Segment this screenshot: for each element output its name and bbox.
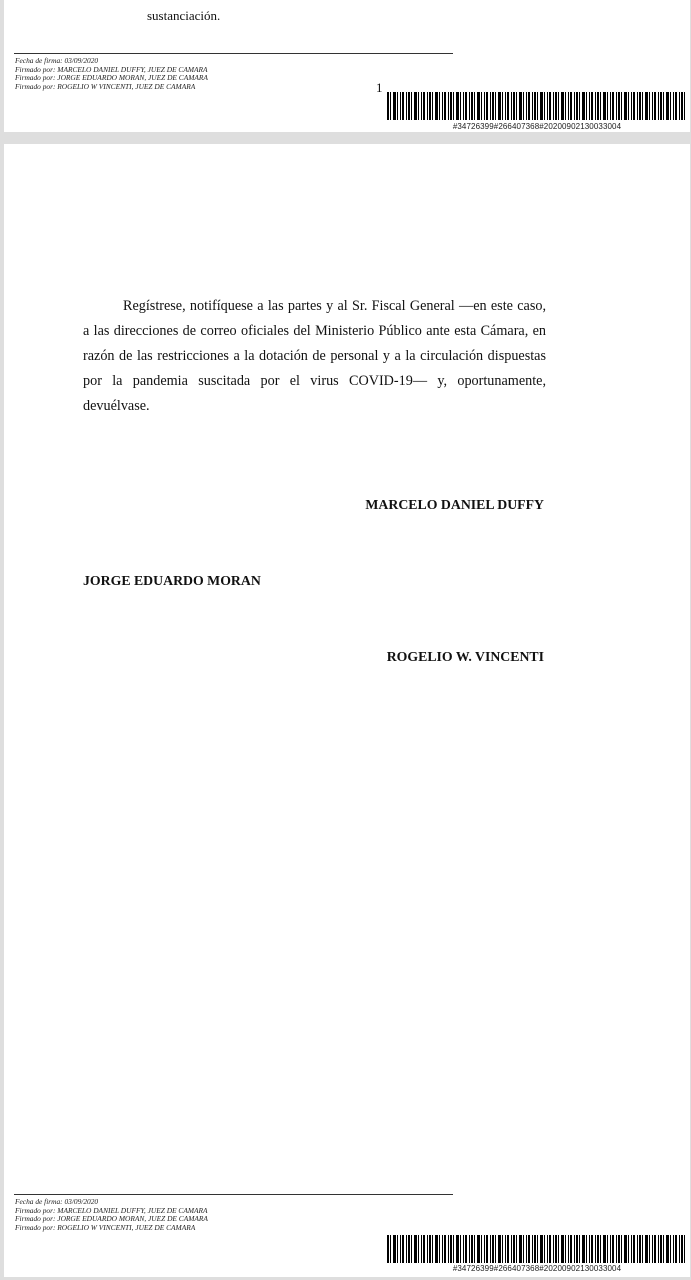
signature-line-vincenti: Firmado por: ROGELIO W VINCENTI, JUEZ DE CAMARA [15, 81, 196, 91]
page-number: 1 [376, 80, 383, 95]
resolution-paragraph: Regístrese, notifíquese a las partes y al Sr. Fiscal General —en este caso, a las direcciones de correo oficiales del Ministerio Público ante esta Cámara, en razón de las restricciones a la dotación de personal y a la circulación dispuestas por la pandemia suscitada por el virus COVID-19— y, oportunamente, devuélvase. [83, 298, 546, 414]
signature-line-duffy: Firmado por: MARCELO DANIEL DUFFY, JUEZ DE CAMARA [15, 64, 208, 74]
continued-text: sustanciación. [147, 8, 221, 23]
signature-date: Fecha de firma: 03/09/2020 [15, 56, 99, 65]
signature-divider [14, 1194, 453, 1195]
barcode-image [387, 92, 687, 120]
signature-line-vincenti: Firmado por: ROGELIO W VINCENTI, JUEZ DE CAMARA [15, 1222, 196, 1232]
signer-vincenti: ROGELIO W. VINCENTI [386, 649, 544, 664]
document-page-1 [4, 0, 690, 132]
digital-signature-block [15, 57, 208, 91]
barcode-text: #34726399#266407368#20200902130033004 [452, 122, 622, 131]
signature-date: Fecha de firma: 03/09/2020 [15, 1197, 99, 1206]
barcode-image [387, 1235, 687, 1263]
signer-moran: JORGE EDUARDO MORAN [83, 573, 261, 588]
signature-line-moran: Firmado por: JORGE EDUARDO MORAN, JUEZ DE CAMARA [15, 73, 208, 83]
signature-line-duffy: Firmado por: MARCELO DANIEL DUFFY, JUEZ DE CAMARA [15, 1205, 208, 1215]
digital-signature-block [15, 1198, 208, 1232]
barcode-text: #34726399#266407368#20200902130033004 [452, 1264, 622, 1273]
signer-duffy: MARCELO DANIEL DUFFY [365, 497, 544, 512]
signature-divider [14, 53, 453, 54]
document-page-2 [4, 144, 690, 1277]
signature-line-moran: Firmado por: JORGE EDUARDO MORAN, JUEZ DE CAMARA [15, 1214, 208, 1224]
